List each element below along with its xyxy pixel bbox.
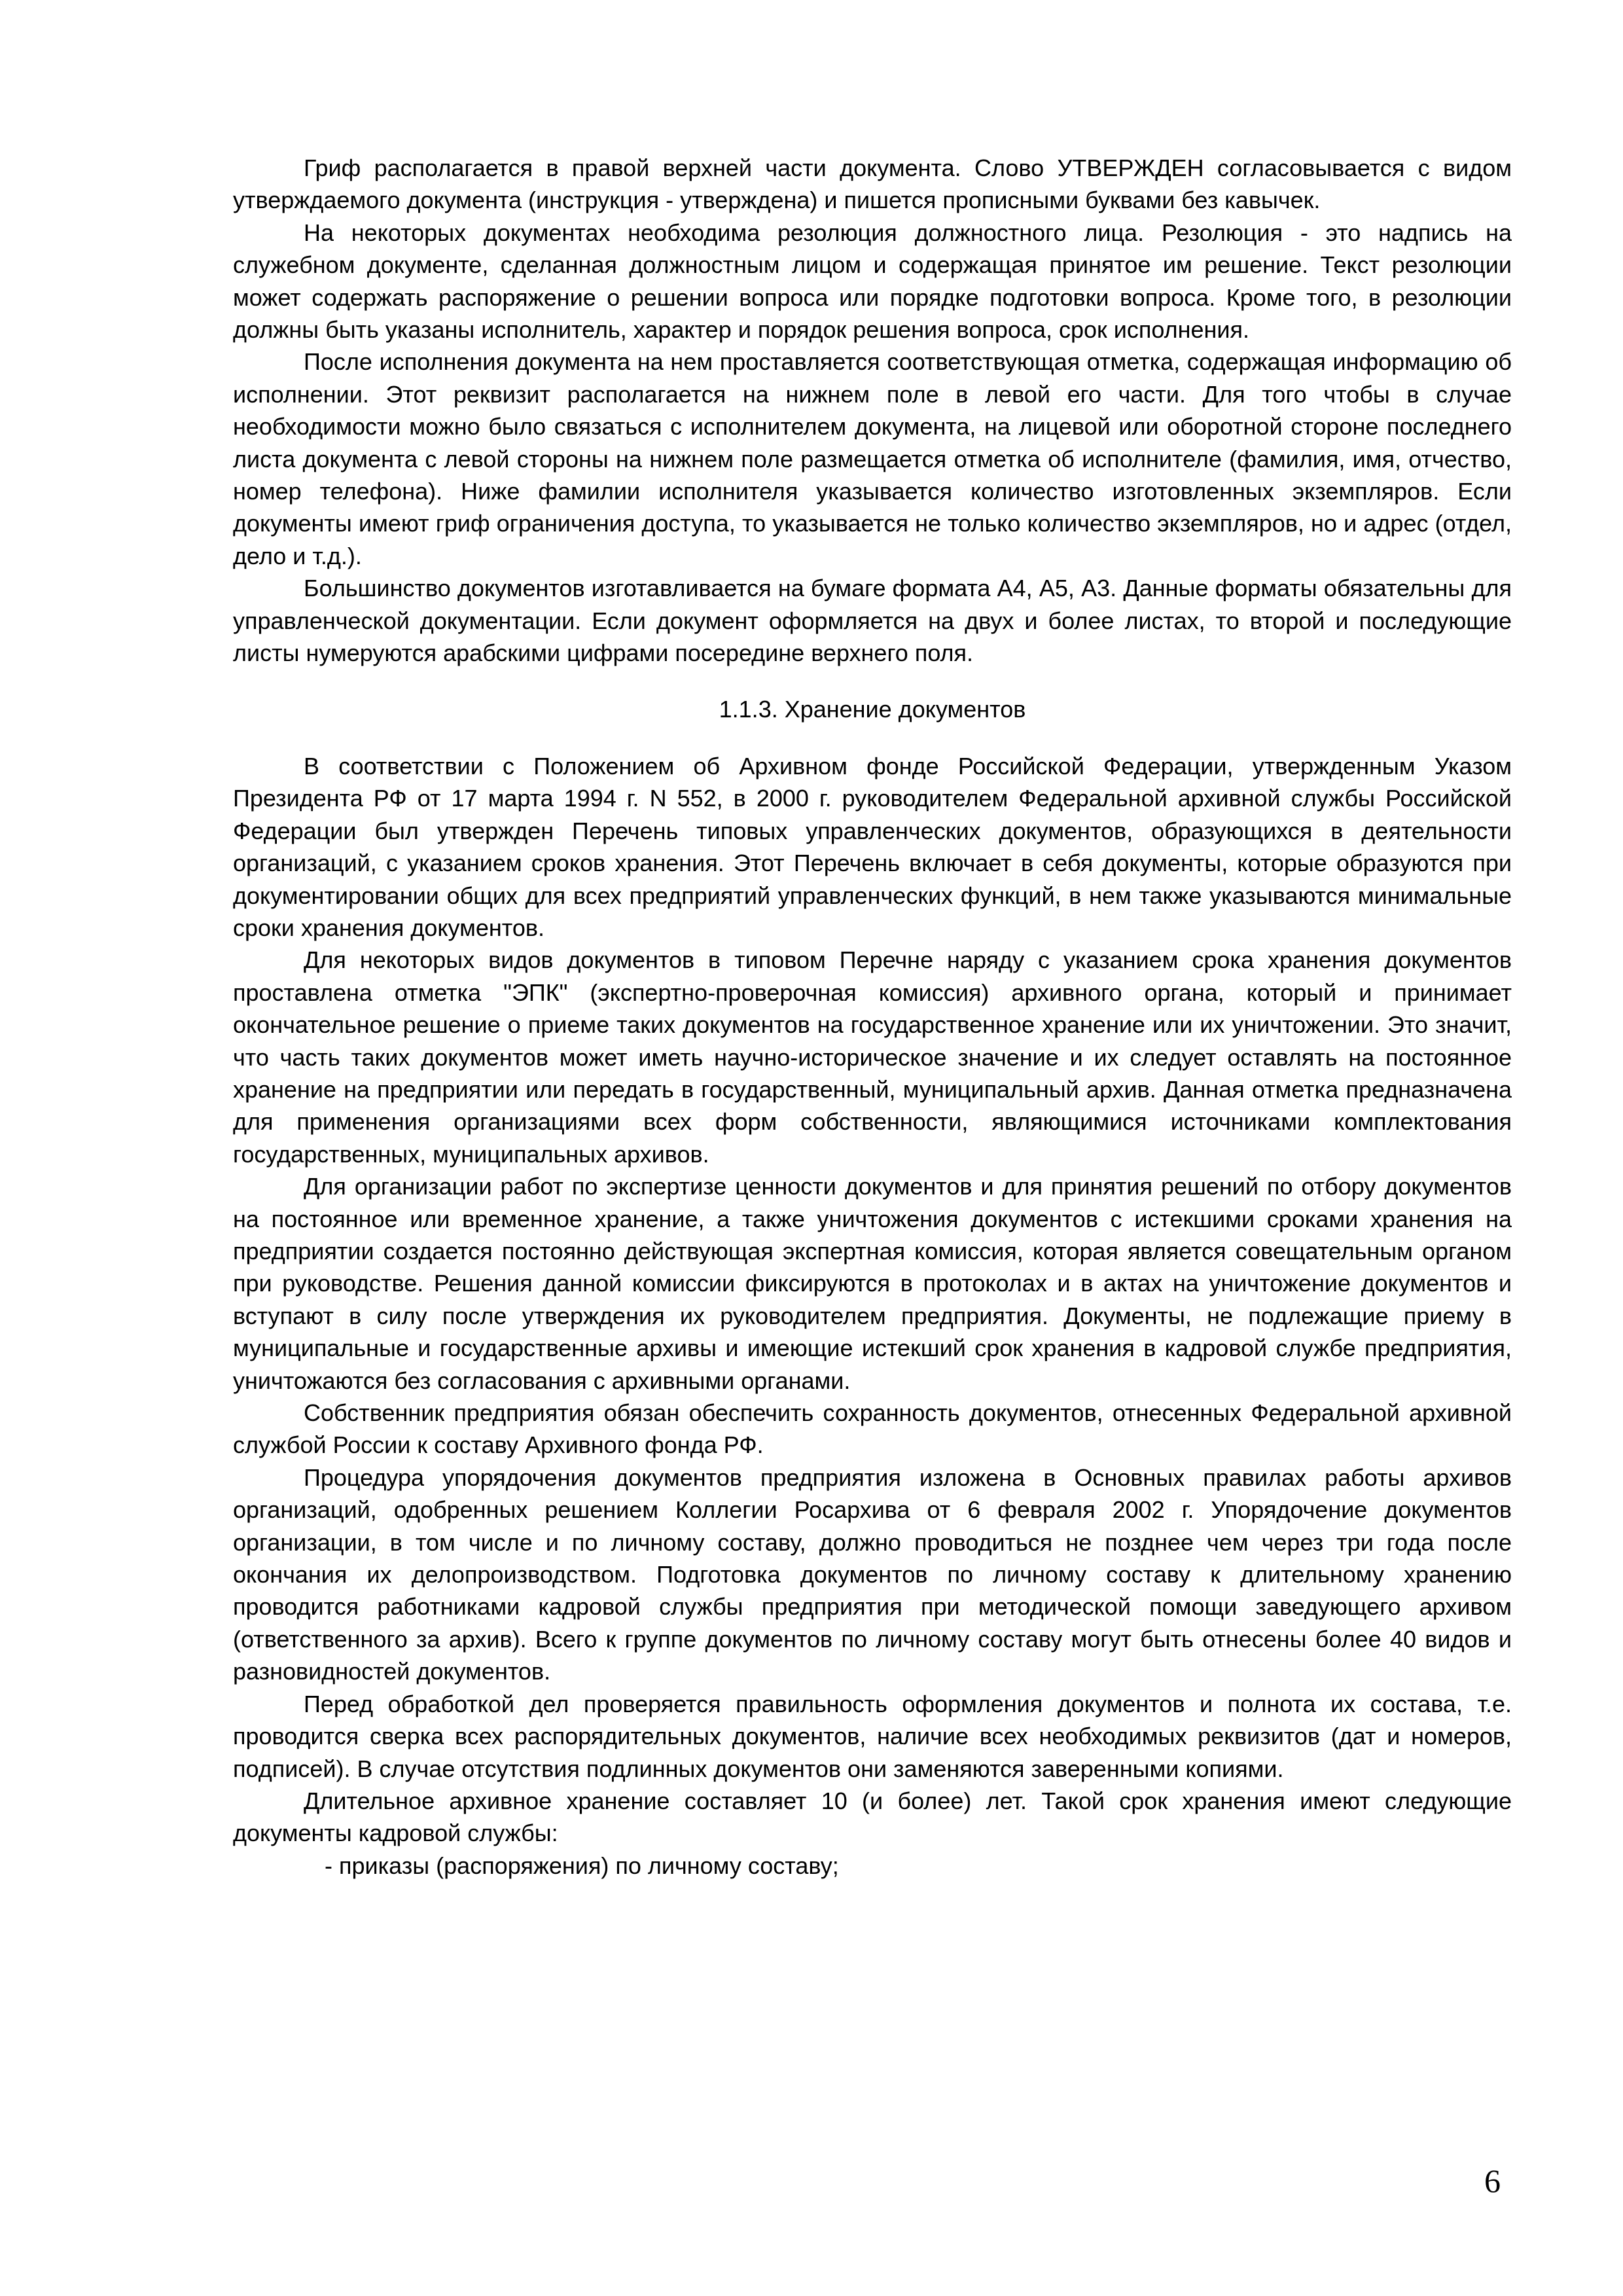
paragraph-file-processing: Перед обработкой дел проверяется правильность оформления документов и полнота их состава, т.е. проводится сверка всех распорядительных документов, наличие всех необходимых реквизитов (дат и номеров, подписей). В случае отсутствия подлинных документов они заменяются заверенными копиями. <box>233 1690 1512 1782</box>
section-heading: 1.1.3. Хранение документов <box>719 695 1026 723</box>
paragraph-resolution: На некоторых документах необходима резолюция должностного лица. Резолюция - это надпись на служебном документе, сделанная должностным лицом и содержащая принятое им решение. Текст резолюции может содержать распоряжение о решении вопроса или порядке подготовки вопроса. Кроме того, в резолюции должны быть указаны исполнитель, характер и порядок решения вопроса, срок исполнения. <box>233 219 1512 344</box>
list-item: - приказы (распоряжения) по личному составу; <box>325 1852 839 1879</box>
page-number: 6 <box>1484 2162 1501 2199</box>
paragraph-long-term-storage: Длительное архивное хранение составляет 10 (и более) лет. Такой срок хранения имеют следующие документы кадровой службы: <box>233 1787 1512 1847</box>
paragraph-expert-commission: Для организации работ по экспертизе ценности документов и для принятия решений по отбору документов на постоянное или временное хранение, а также уничтожения документов с истекшими сроками хранения на предприятии создается постоянно действующая экспертная комиссия, которая является совещательным органом при руководстве. Решения данной комиссии фиксируются в протоколах и в актах на уничтожение документов и вступают в силу после утверждения их руководителем предприятия. Документы, не подлежащие приему в муниципальные и государственные архивы и имеющие истекший срок хранения в кадровой службе предприятия, уничтожаются без согласования с архивными органами. <box>233 1173 1512 1394</box>
paragraph-archive-regulation: В соответствии с Положением об Архивном фонде Российской Федерации, утвержденным Указом Президента РФ от 17 марта 1994 г. N 552, в 2000 г. руководителем Федеральной архивной службы Российской Федерации был утвержден Перечень типовых управленческих документов, образующихся в деятельности организаций, с указанием сроков хранения. Этот Перечень включает в себя документы, которые образуются при документировании общих для всех предприятий управленческих функций, в нем также указываются минимальные сроки хранения документов. <box>233 752 1512 941</box>
document-body <box>233 152 1512 1882</box>
paragraph-ordering-procedure: Процедура упорядочения документов предприятия изложена в Основных правилах работы архивов организаций, одобренных решением Коллегии Росархива от 6 февраля 2002 г. Упорядочение документов организации, в том числе и по личному составу, должно проводиться не позднее чем через три года после окончания их делопроизводством. Подготовка документов по личному составу к длительному хранению проводится работниками кадровой службы предприятия при методической помощи заведующего архивом (ответственного за архив). Всего к группе документов по личному составу могут быть отнесены более 40 видов и разновидностей документов. <box>233 1463 1512 1685</box>
paragraph-owner-obligation: Собственник предприятия обязан обеспечить сохранность документов, отнесенных Федеральной архивной службой России к составу Архивного фонда РФ. <box>233 1399 1512 1459</box>
paragraph-stamp-approval: Гриф располагается в правой верхней части документа. Слово УТВЕРЖДЕН согласовывается с видом утверждаемого документа (инструкция - утверждена) и пишется прописными буквами без кавычек. <box>233 154 1512 214</box>
paragraph-epk-mark: Для некоторых видов документов в типовом Перечне наряду с указанием срока хранения документов проставлена отметка "ЭПК" (экспертно-проверочная комиссия) архивного органа, который и принимает окончательное решение о приеме таких документов на государственное хранение или их уничтожении. Это значит, что часть таких документов может иметь научно-историческое значение и их следует оставлять на постоянное хранение на предприятии или передать в государственный, муниципальный архив. Данная отметка предназначена для применения организациями всех форм собственности, являющимися источниками комплектования государственных, муниципальных архивов. <box>233 946 1512 1168</box>
paragraph-paper-formats: Большинство документов изготавливается на бумаге формата А4, А5, А3. Данные форматы обязательны для управленческой документации. Если документ оформляется на двух и более листах, то второй и последующие листы нумеруются арабскими цифрами посередине верхнего поля. <box>233 575 1512 667</box>
paragraph-execution-mark: После исполнения документа на нем проставляется соответствующая отметка, содержащая информацию об исполнении. Этот реквизит располагается на нижнем поле в левой его части. Для того чтобы в случае необходимости можно было связаться с исполнителем документа, на лицевой или оборотной стороне последнего листа документа с левой стороны на нижнем поле размещается отметка об исполнителе (фамилия, имя, отчество, номер телефона). Ниже фамилии исполнителя указывается количество изготовленных экземпляров. Если документы имеют гриф ограничения доступа, то указывается не только количество экземпляров, но и адрес (отдел, дело и т.д.). <box>233 348 1512 569</box>
